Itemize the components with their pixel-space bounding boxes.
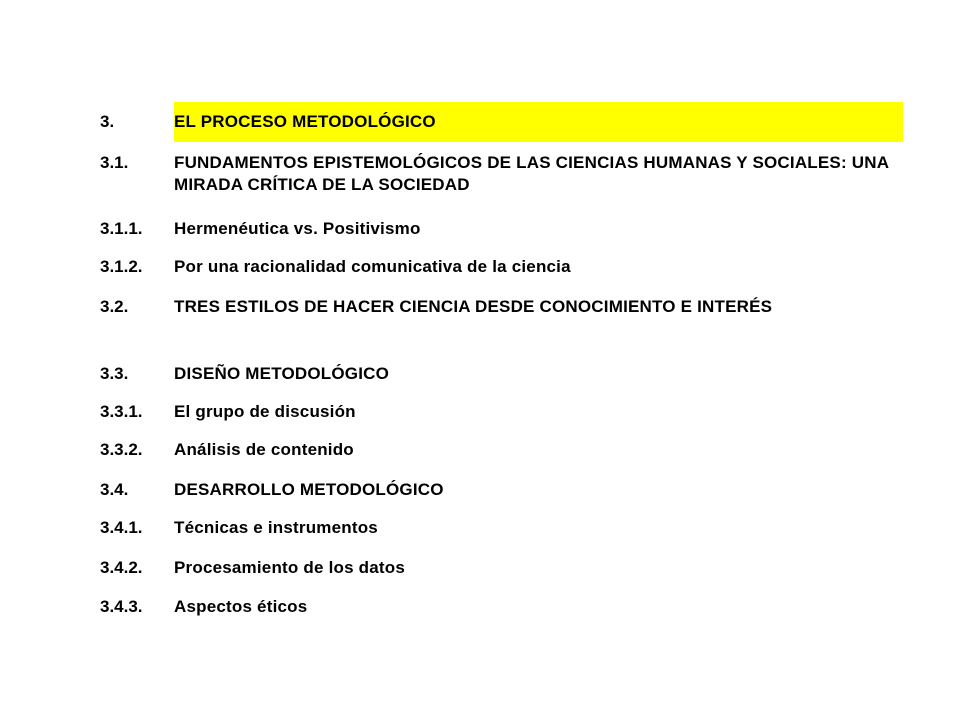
outline-text: El grupo de discusión <box>174 402 356 421</box>
outline-text: Aspectos éticos <box>174 597 308 616</box>
outline-item-3 <box>84 102 903 142</box>
outline-item-3-3-2 <box>84 439 904 461</box>
outline-number: 3.4.2. <box>100 558 143 577</box>
outline-text: FUNDAMENTOS EPISTEMOLÓGICOS DE LAS CIENCIAS HUMANAS Y SOCIALES: UNA MIRADA CRÍTICA DE LA SOCIEDAD <box>174 153 889 194</box>
outline-text: Análisis de contenido <box>174 440 354 459</box>
outline-text: Por una racionalidad comunicativa de la ciencia <box>174 257 571 276</box>
outline-number: 3.3. <box>100 364 129 383</box>
outline-text: EL PROCESO METODOLÓGICO <box>174 112 436 131</box>
outline-number: 3.3.2. <box>100 440 143 459</box>
outline-text: DISEÑO METODOLÓGICO <box>174 364 390 383</box>
outline-item-3-4-1 <box>84 517 904 539</box>
outline-number: 3.1.1. <box>100 219 143 238</box>
outline-number: 3.1. <box>100 153 129 172</box>
outline-text: Procesamiento de los datos <box>174 558 405 577</box>
outline-item-3-1-2 <box>84 256 904 278</box>
outline-text: Técnicas e instrumentos <box>174 518 378 537</box>
outline-item-3-4-2 <box>84 557 904 579</box>
outline-text: DESARROLLO METODOLÓGICO <box>174 480 444 499</box>
outline-number: 3.2. <box>100 297 129 316</box>
outline-item-3-4 <box>84 479 904 501</box>
outline-text-highlighted <box>174 102 903 142</box>
outline-item-3-3-1 <box>84 401 904 423</box>
outline-number: 3.3.1. <box>100 402 143 421</box>
outline-number: 3.4.1. <box>100 518 143 537</box>
outline-number: 3.4.3. <box>100 597 143 616</box>
outline-number: 3.1.2. <box>100 257 143 276</box>
outline-item-3-1 <box>84 152 904 196</box>
outline-item-3-2 <box>84 296 904 318</box>
outline-text: TRES ESTILOS DE HACER CIENCIA DESDE CONOCIMIENTO E INTERÉS <box>174 297 773 316</box>
outline-item-3-4-3 <box>84 596 904 618</box>
outline-text: Hermenéutica vs. Positivismo <box>174 219 421 238</box>
outline-item-3-1-1 <box>84 218 904 240</box>
outline-number: 3.4. <box>100 480 129 499</box>
outline-number: 3. <box>100 112 115 131</box>
outline-item-3-3 <box>84 363 904 385</box>
